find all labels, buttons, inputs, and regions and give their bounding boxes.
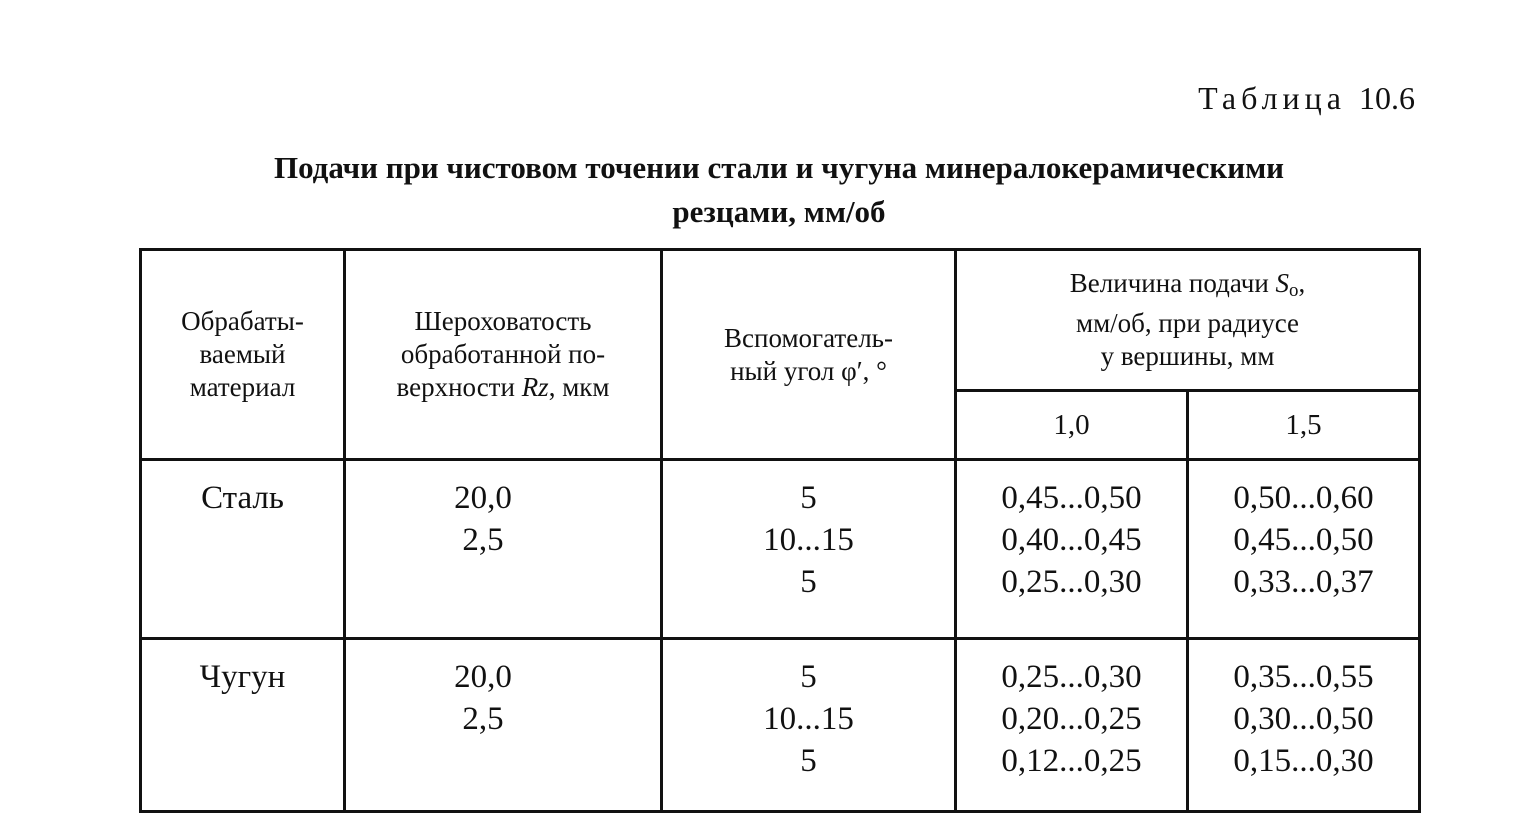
material-cell: Сталь	[141, 460, 345, 639]
feed-r2-cell: 0,50...0,60 0,45...0,50 0,33...0,37	[1188, 460, 1420, 639]
header-roughness-symbol: Rz	[521, 372, 549, 402]
header-feed-rest: мм/об, при радиусе у вершины, мм	[1075, 307, 1300, 371]
header-row	[141, 250, 1420, 391]
header-roughness-text: Шероховатость обработанной по- верхности	[396, 306, 606, 402]
table-label-number: 10.6	[1359, 80, 1415, 116]
header-angle-text: Вспомогатель- ный угол	[724, 322, 893, 386]
table-row	[141, 460, 1420, 639]
table-label-word: Таблица	[1198, 80, 1346, 116]
header-feed-subscript: о	[1289, 279, 1299, 301]
table-number-label	[1198, 80, 1415, 117]
header-radius-2: 1,5	[1188, 391, 1420, 460]
header-angle-symbol: φ′, °	[841, 355, 887, 386]
table-title: Подачи при чистовом точении стали и чугуна минералокерамическими резцами, мм/об	[273, 150, 1285, 229]
material-cell: Чугун	[141, 639, 345, 812]
angle-cell: 5 10...15 5	[662, 639, 956, 812]
feed-table	[139, 248, 1421, 813]
roughness-cell: 20,0 2,5	[345, 460, 662, 639]
header-material	[141, 250, 345, 460]
header-feed	[956, 250, 1420, 391]
roughness-cell: 20,0 2,5	[345, 639, 662, 812]
header-feed-line1-end: ,	[1298, 268, 1306, 299]
header-roughness	[345, 250, 662, 460]
header-feed-line1: Величина подачи	[1069, 268, 1276, 299]
feed-r1-cell: 0,25...0,30 0,20...0,25 0,12...0,25	[956, 639, 1188, 812]
feed-r1-cell: 0,45...0,50 0,40...0,45 0,25...0,30	[956, 460, 1188, 639]
header-radius-1: 1,0	[956, 391, 1188, 460]
angle-cell: 5 10...15 5	[662, 460, 956, 639]
header-feed-symbol: S	[1275, 268, 1290, 299]
header-material-text: Обрабаты- ваемый материал	[181, 306, 304, 402]
header-roughness-unit: , мкм	[548, 372, 610, 402]
header-angle	[662, 250, 956, 460]
table-row	[141, 639, 1420, 812]
feed-r2-cell: 0,35...0,55 0,30...0,50 0,15...0,30	[1188, 639, 1420, 812]
